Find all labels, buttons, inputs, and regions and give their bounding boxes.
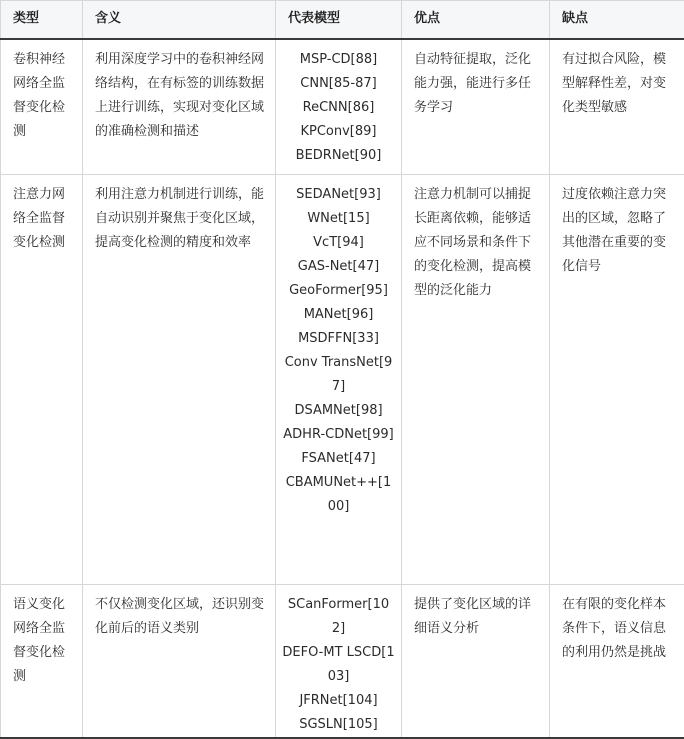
cell-type: 卷积神经网络全监督变化检测 (1, 39, 83, 175)
model-item: SGSLN[105] (282, 713, 395, 737)
model-item: JFRNet[104] (282, 689, 395, 713)
model-item: CNN[85-87] (282, 72, 395, 96)
cell-type: 注意力网络全监督变化检测 (1, 175, 83, 585)
model-item: Conv TransNet[97] (282, 351, 395, 399)
header-cons: 缺点 (550, 1, 684, 39)
cell-cons: 有过拟合风险，模型解释性差，对变化类型敏感 (550, 39, 684, 175)
table-row (1, 39, 684, 175)
cell-pros: 提供了变化区域的详细语义分析 (402, 585, 550, 739)
model-item: ADHR-CDNet[99] (282, 423, 395, 447)
model-item: BEDRNet[90] (282, 144, 395, 168)
cell-models (276, 39, 402, 175)
cell-meaning: 不仅检测变化区域，还识别变化前后的语义类别 (83, 585, 276, 739)
model-item: SCanFormer[102] (282, 593, 395, 641)
model-item: GeoFormer[95] (282, 279, 395, 303)
model-item: DEFO-MT LSCD[103] (282, 641, 395, 689)
cell-models (276, 175, 402, 585)
model-item: FSANet[47] (282, 447, 395, 471)
cell-cons: 过度依赖注意力突出的区域，忽略了其他潜在重要的变化信号 (550, 175, 684, 585)
table-row (1, 585, 684, 739)
model-item: MSDFFN[33] (282, 327, 395, 351)
model-item: SEDANet[93] (282, 183, 395, 207)
model-item: KPConv[89] (282, 120, 395, 144)
model-item: DSAMNet[98] (282, 399, 395, 423)
header-models: 代表模型 (276, 1, 402, 39)
cell-type: 语义变化网络全监督变化检测 (1, 585, 83, 739)
cell-cons: 在有限的变化样本条件下，语义信息的利用仍然是挑战 (550, 585, 684, 739)
model-item: CBAMUNet++[100] (282, 471, 395, 519)
cell-meaning: 利用深度学习中的卷积神经网络结构，在有标签的训练数据上进行训练，实现对变化区域的准确检测和描述 (83, 39, 276, 175)
header-pros: 优点 (402, 1, 550, 39)
model-item: WNet[15] (282, 207, 395, 231)
header-meaning: 含义 (83, 1, 276, 39)
model-item: MSP-CD[88] (282, 48, 395, 72)
header-type: 类型 (1, 1, 83, 39)
model-item: ReCNN[86] (282, 96, 395, 120)
model-item: GAS-Net[47] (282, 255, 395, 279)
table-header-row (1, 1, 684, 39)
cell-pros: 注意力机制可以捕捉长距离依赖，能够适应不同场景和条件下的变化检测，提高模型的泛化能力 (402, 175, 550, 585)
cell-models (276, 585, 402, 739)
table-row (1, 175, 684, 585)
cell-pros: 自动特征提取，泛化能力强，能进行多任务学习 (402, 39, 550, 175)
cell-meaning: 利用注意力机制进行训练，能自动识别并聚焦于变化区域，提高变化检测的精度和效率 (83, 175, 276, 585)
model-item: MANet[96] (282, 303, 395, 327)
model-item: VcT[94] (282, 231, 395, 255)
